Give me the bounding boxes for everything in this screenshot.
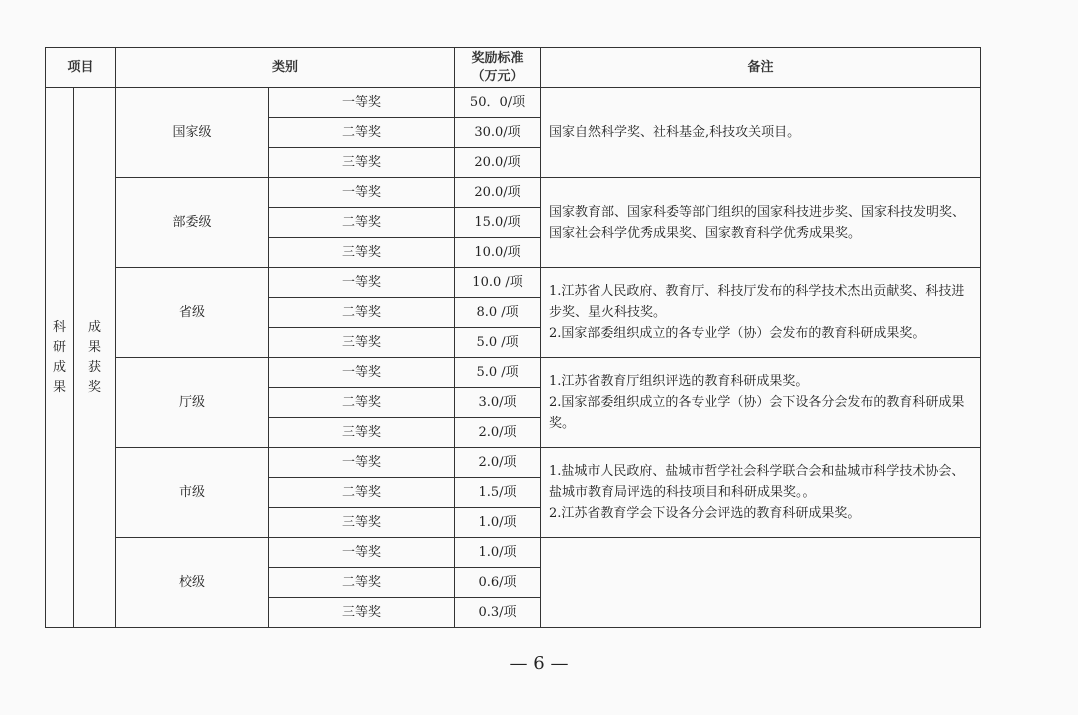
award-grade: 一等奖 [269, 88, 455, 118]
level-name: 部委级 [116, 178, 269, 268]
award-grade: 二等奖 [269, 478, 455, 508]
award-grade: 一等奖 [269, 538, 455, 568]
level-note [541, 88, 981, 178]
level-note-text: 1.江苏省人民政府、教育厅、科技厅发布的科学技术杰出贡献奖、科技进步奖、星火科技奖。 2.国家部委组织成立的各专业学（协）会发布的教育科研成果奖。 [549, 284, 965, 341]
header-category: 类别 [116, 48, 455, 88]
level-note [541, 358, 981, 448]
award-grade: 三等奖 [269, 238, 455, 268]
award-grade: 三等奖 [269, 508, 455, 538]
award-amount: 15.0/项 [455, 208, 541, 238]
table-row [46, 88, 981, 118]
award-amount: 30.0/项 [455, 118, 541, 148]
header-standard-line2: （万元） [471, 68, 524, 84]
award-amount: 2.0/项 [455, 448, 541, 478]
award-amount: 20.0/项 [455, 178, 541, 208]
award-grade: 三等奖 [269, 418, 455, 448]
award-amount: 2.0/项 [455, 418, 541, 448]
award-grade: 二等奖 [269, 118, 455, 148]
award-grade: 三等奖 [269, 148, 455, 178]
level-name: 厅级 [116, 358, 269, 448]
award-grade: 二等奖 [269, 208, 455, 238]
award-amount: 1.0/项 [455, 538, 541, 568]
group-minor-label: 成果获奖 [88, 319, 102, 395]
table-row [46, 358, 981, 388]
level-note-text: 1.盐城市人民政府、盐城市哲学社会科学联合会和盐城市科学技术协会、盐城市教育局评选的科技项目和科研成果奖。。 2.江苏省教育学会下设各分会评选的教育科研成果奖。 [549, 464, 965, 521]
award-grade: 二等奖 [269, 298, 455, 328]
award-grade: 一等奖 [269, 358, 455, 388]
level-note-text: 国家教育部、国家科委等部门组织的国家科技进步奖、国家科技发明奖、国家社会科学优秀成果奖、国家教育科学优秀成果奖。 [549, 204, 966, 241]
level-name: 国家级 [116, 88, 269, 178]
header-note: 备注 [541, 48, 981, 88]
header-standard [455, 48, 541, 88]
level-note [541, 448, 981, 538]
award-grade: 一等奖 [269, 178, 455, 208]
reward-standard-table [45, 47, 981, 628]
award-amount: 3.0/项 [455, 388, 541, 418]
award-amount: 20.0/项 [455, 148, 541, 178]
award-amount: 5.0 /项 [455, 328, 541, 358]
table-row [46, 538, 981, 568]
award-amount: 10.0/项 [455, 238, 541, 268]
award-grade: 三等奖 [269, 598, 455, 628]
level-name: 省级 [116, 268, 269, 358]
level-note [541, 178, 981, 268]
level-note [541, 538, 981, 628]
header-standard-line1: 奖励标准 [471, 50, 524, 66]
group-major-cell [46, 88, 74, 628]
award-grade: 三等奖 [269, 328, 455, 358]
level-note-text: 国家自然科学奖、社科基金,科技攻关项目。 [549, 125, 801, 140]
award-amount: 5.0 /项 [455, 358, 541, 388]
table-row [46, 178, 981, 208]
award-grade: 一等奖 [269, 448, 455, 478]
group-major-label: 科研成果 [53, 319, 67, 395]
table-header-row [46, 48, 981, 88]
award-amount: 0.6/项 [455, 568, 541, 598]
header-item: 项目 [46, 48, 116, 88]
award-grade: 二等奖 [269, 388, 455, 418]
award-grade: 二等奖 [269, 568, 455, 598]
award-amount: 1.5/项 [455, 478, 541, 508]
level-name: 校级 [116, 538, 269, 628]
award-amount: 8.0 /项 [455, 298, 541, 328]
award-amount: 1.0/项 [455, 508, 541, 538]
page-number: — 6 — [509, 653, 569, 674]
table-body [46, 88, 981, 628]
level-name: 市级 [116, 448, 269, 538]
group-minor-cell [74, 88, 116, 628]
table-row [46, 448, 981, 478]
level-note [541, 268, 981, 358]
award-amount: 0.3/项 [455, 598, 541, 628]
award-amount: 10.0 /项 [455, 268, 541, 298]
level-note-text: 1.江苏省教育厅组织评选的教育科研成果奖。 2.国家部委组织成立的各专业学（协）会下设各分会发布的教育科研成果奖。 [549, 374, 965, 431]
table-row [46, 268, 981, 298]
award-amount: 50．0/项 [455, 88, 541, 118]
award-grade: 一等奖 [269, 268, 455, 298]
